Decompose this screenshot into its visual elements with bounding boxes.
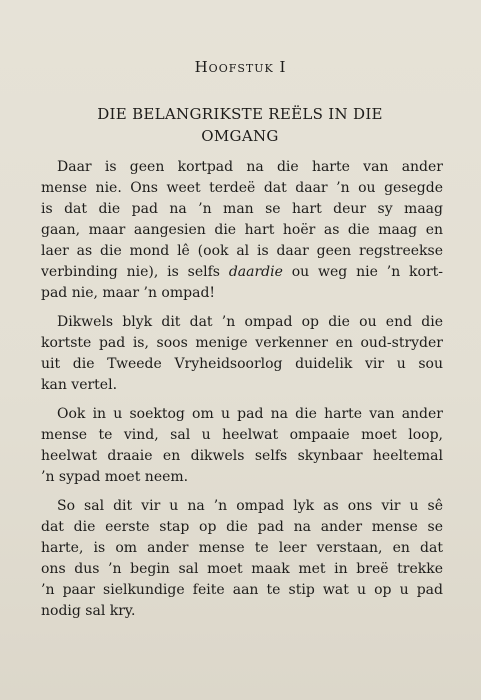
text-line: Daar is geen kortpad na die harte van ander [57, 159, 443, 175]
text-line: kortste pad is, soos menige verkenner en oud-stryder [41, 335, 443, 351]
text-line: Ook in u soektog om u pad na die harte van ander [57, 406, 443, 422]
text-line: pad nie, maar ’n ompad! [41, 285, 216, 301]
text-segment: verbinding nie), is selfs [41, 264, 220, 280]
text-line: harte, is om ander mense te leer verstaan, en dat [41, 540, 443, 556]
text-line: heelwat draaie en dikwels selfs skynbaar heeltemal [41, 448, 443, 464]
text-line: kan vertel. [41, 377, 118, 393]
paragraph [41, 157, 443, 304]
chapter-heading: Hoofstuk I [194, 58, 287, 76]
text-line: uit die Tweede Vryheidsoorlog duidelik vir u sou [41, 356, 443, 372]
chapter-title [40, 103, 440, 147]
text-line: laer as die mond lê (ook al is daar geen regstreekse [41, 243, 443, 259]
text-line: dat die eerste stap op die pad na ander mense se [41, 519, 443, 535]
text-line [41, 262, 443, 283]
text-line: gaan, maar aangesien die hart hoër as die maag en [41, 222, 443, 238]
paragraph [41, 404, 443, 488]
chapter-title-line: OMGANG [201, 127, 279, 145]
text-line: nodig sal kry. [41, 603, 136, 619]
text-line: is dat die pad na ’n man se hart deur sy maag [41, 201, 443, 217]
paragraph [41, 312, 443, 396]
chapter-body [41, 157, 443, 630]
chapter-title-line: DIE BELANGRIKSTE REËLS IN DIE [97, 105, 383, 123]
text-line: Dikwels blyk dit dat ’n ompad op die ou end die [57, 314, 443, 330]
paragraph [41, 496, 443, 622]
text-line: ’n sypad moet neem. [41, 469, 189, 485]
text-segment: ou weg nie ’n kort- [282, 264, 443, 280]
text-line: mense te vind, sal u heelwat ompaaie moet loop, [41, 427, 443, 443]
italic-word: daardie [228, 264, 283, 280]
text-line: ’n paar sielkundige feite aan te stip wat u op u pad [41, 582, 443, 598]
text-line: So sal dit vir u na ’n ompad lyk as ons vir u sê [57, 498, 443, 514]
text-line: mense nie. Ons weet terdeë dat daar ’n ou gesegde [41, 180, 443, 196]
text-line: ons dus ’n begin sal moet maak met in breë trekke [41, 561, 443, 577]
